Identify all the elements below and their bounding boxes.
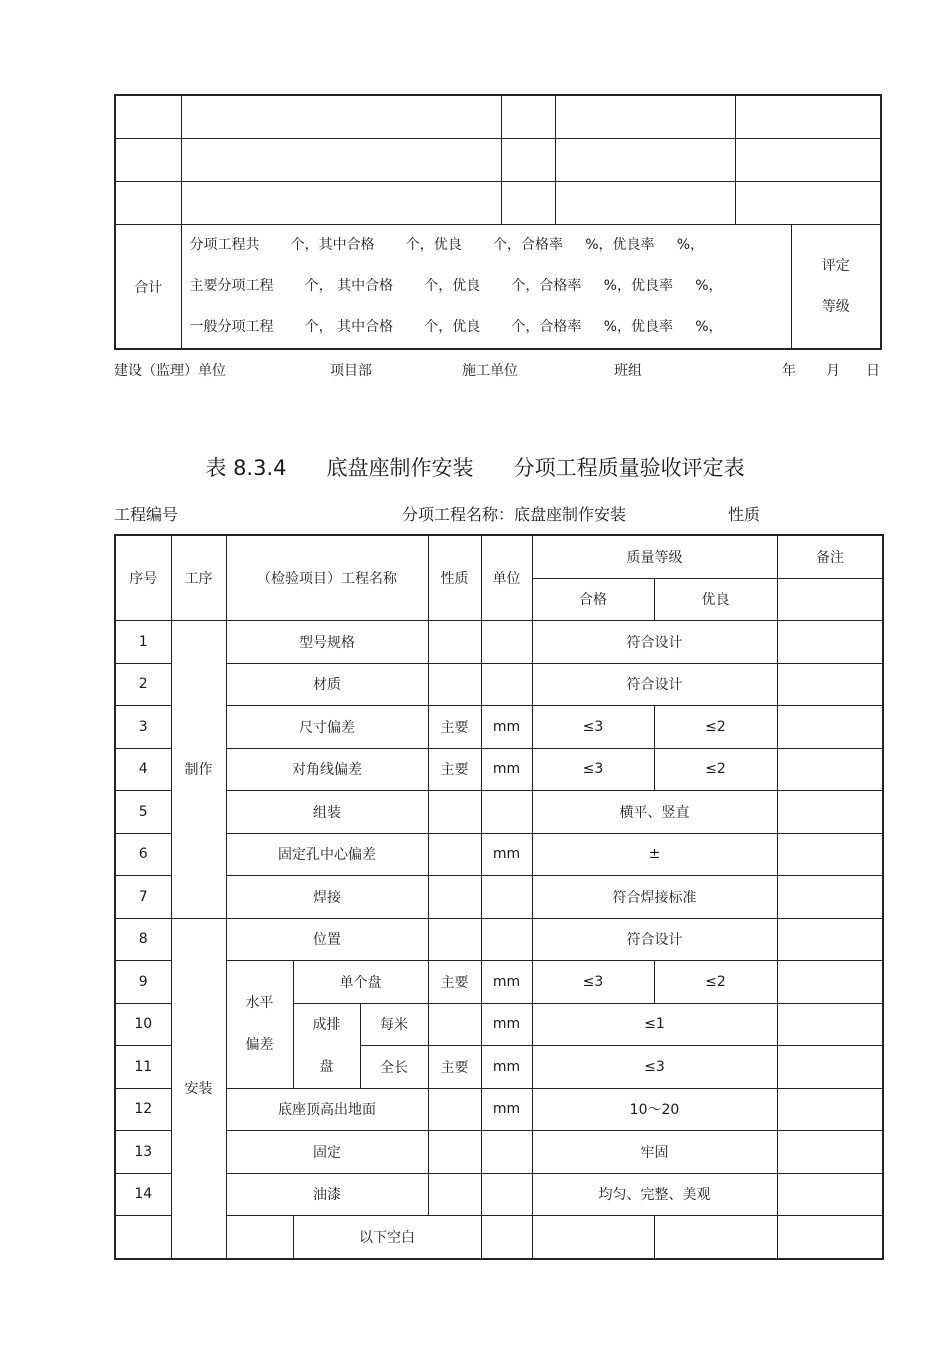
seq-cell: 13 [115, 1131, 171, 1174]
seq-cell: 4 [115, 748, 171, 791]
table-row [115, 95, 881, 139]
pass-cell: ≤3 [532, 748, 654, 791]
table-row [115, 748, 883, 791]
unit-cell: mm [481, 706, 532, 749]
unit-cell: mm [481, 1003, 532, 1046]
col-quality: 质量等级 [532, 535, 777, 578]
table-row [115, 663, 883, 706]
evaluation-grade-label [791, 225, 881, 350]
nature-cell [481, 1216, 532, 1259]
nature-cell: 主要 [428, 706, 481, 749]
seq-cell: 3 [115, 706, 171, 749]
nature-cell: 主要 [428, 1046, 481, 1089]
quality-cell: 符合焊接标准 [532, 876, 777, 919]
table-row [115, 876, 883, 919]
unit-cell [481, 791, 532, 834]
excellent-cell: ≤2 [654, 961, 777, 1004]
col-seq: 序号 [115, 535, 171, 621]
table-row [115, 918, 883, 961]
seq-cell: 10 [115, 1003, 171, 1046]
nature-cell: 主要 [428, 748, 481, 791]
quality-cell: 横平、竖直 [532, 791, 777, 834]
row-plate-label-1: 成排 [312, 1016, 341, 1033]
seq-cell: 9 [115, 961, 171, 1004]
quality-table [114, 534, 884, 1260]
remark-cell [777, 791, 883, 834]
unit-cell: mm [481, 1046, 532, 1089]
nature-cell [428, 621, 481, 664]
nature-cell [428, 918, 481, 961]
remark-cell [777, 1003, 883, 1046]
excellent-cell: ≤2 [654, 706, 777, 749]
unit-cell [481, 1173, 532, 1216]
unit-cell: mm [481, 1088, 532, 1131]
table-row [115, 1216, 883, 1259]
summary-line: 主要分项工程 个， 其中合格 个，优良 个，合格率 %，优良率 %， [189, 278, 723, 294]
table-row [115, 1173, 883, 1216]
table-row [115, 182, 881, 225]
quality-cell: 10～20 [532, 1088, 777, 1131]
item-cell: 油漆 [226, 1173, 428, 1216]
col-pass: 合格 [532, 578, 654, 621]
pass-cell: ≤3 [532, 706, 654, 749]
level-dev-label-1: 水平 [245, 995, 274, 1012]
process-make: 制作 [171, 621, 226, 919]
blank-note: 以下空白 [293, 1216, 481, 1259]
remark-cell [777, 1131, 883, 1174]
item-name-label: 分项工程名称：底盘座制作安装 [402, 505, 627, 524]
item-cell: 位置 [226, 918, 428, 961]
remark-cell [777, 833, 883, 876]
quality-cell: 符合设计 [532, 918, 777, 961]
remark-cell [777, 748, 883, 791]
remark-cell [777, 706, 883, 749]
eval-label-1: 评定 [821, 257, 850, 274]
nature-cell [428, 1003, 481, 1046]
seq-cell: 11 [115, 1046, 171, 1089]
nature-cell [428, 1088, 481, 1131]
item-cell: 尺寸偏差 [226, 706, 428, 749]
seq-cell: 6 [115, 833, 171, 876]
nature-cell [428, 876, 481, 919]
quality-cell: ± [532, 833, 777, 876]
table-row [115, 833, 883, 876]
nature-cell [428, 791, 481, 834]
quality-cell: ≤1 [532, 1003, 777, 1046]
table-row [115, 961, 883, 1004]
summary-row [115, 225, 881, 350]
table-row [115, 139, 881, 182]
unit-cell: mm [481, 833, 532, 876]
summary-table [114, 94, 882, 350]
seq-cell: 8 [115, 918, 171, 961]
sig-day: 日 [866, 363, 880, 379]
col-process: 工序 [171, 535, 226, 621]
unit-cell [481, 876, 532, 919]
table-row [115, 621, 883, 664]
item-cell: 固定孔中心偏差 [226, 833, 428, 876]
table-row [115, 791, 883, 834]
eval-label-2: 等级 [821, 298, 850, 315]
table-row [115, 706, 883, 749]
item-cell: 每米 [360, 1003, 428, 1046]
summary-line: 分项工程共 个，其中合格 个，优良 个，合格率 %，优良率 %， [189, 237, 705, 253]
nature-label: 性质 [728, 505, 761, 524]
remark-cell [777, 663, 883, 706]
row-plate-label-2: 盘 [319, 1058, 334, 1075]
sig-project-dept: 项目部 [330, 363, 372, 379]
project-number-label: 工程编号 [114, 505, 179, 524]
form-header [114, 502, 880, 524]
item-cell: 焊接 [226, 876, 428, 919]
item-cell: 型号规格 [226, 621, 428, 664]
pass-cell [654, 1216, 777, 1259]
seq-cell: 5 [115, 791, 171, 834]
unit-cell [481, 1131, 532, 1174]
page-title: 表 8.3.4 底盘座制作安装 分项工程质量验收评定表 [205, 456, 745, 480]
col-unit: 单位 [481, 535, 532, 621]
item-cell: 材质 [226, 663, 428, 706]
remark-cell [777, 918, 883, 961]
unit-cell [481, 621, 532, 664]
seq-cell: 1 [115, 621, 171, 664]
nature-cell: 主要 [428, 961, 481, 1004]
quality-cell: ≤3 [532, 1046, 777, 1089]
unit-cell: mm [481, 748, 532, 791]
quality-cell: 符合设计 [532, 621, 777, 664]
nature-cell [428, 1131, 481, 1174]
total-label: 合计 [115, 225, 181, 350]
remark-cell [777, 1173, 883, 1216]
nature-cell [428, 1173, 481, 1216]
remark-cell [777, 961, 883, 1004]
seq-cell [115, 1216, 171, 1259]
seq-cell: 7 [115, 876, 171, 919]
process-cell [226, 1216, 293, 1259]
table-row [115, 1088, 883, 1131]
nature-cell [428, 833, 481, 876]
col-item: （检验项目）工程名称 [226, 535, 428, 621]
summary-line: 一般分项工程 个， 其中合格 个，优良 个，合格率 %，优良率 %， [189, 319, 723, 335]
summary-text [181, 225, 791, 350]
col-nature: 性质 [428, 535, 481, 621]
sig-team: 班组 [614, 363, 642, 379]
process-install: 安装 [171, 918, 226, 1259]
sig-construction: 施工单位 [462, 363, 518, 379]
sig-month: 月 [826, 363, 840, 379]
seq-cell: 12 [115, 1088, 171, 1131]
seq-cell: 14 [115, 1173, 171, 1216]
quality-cell: 牢固 [532, 1131, 777, 1174]
unit-cell [481, 663, 532, 706]
remark-cell [777, 621, 883, 664]
nature-cell [428, 663, 481, 706]
col-excellent: 优良 [654, 578, 777, 621]
item-cell: 全长 [360, 1046, 428, 1089]
item-cell: 固定 [226, 1131, 428, 1174]
item-cell: 组装 [226, 791, 428, 834]
unit-cell: mm [481, 961, 532, 1004]
unit-cell [532, 1216, 654, 1259]
seq-cell: 2 [115, 663, 171, 706]
quality-cell: 均匀、完整、美观 [532, 1173, 777, 1216]
sig-year: 年 [782, 363, 796, 379]
quality-cell: 符合设计 [532, 663, 777, 706]
unit-cell [481, 918, 532, 961]
header-row [115, 535, 883, 578]
item-cell: 单个盘 [293, 961, 428, 1004]
level-dev-label-2: 偏差 [245, 1037, 274, 1054]
table-row [115, 1131, 883, 1174]
level-deviation-group [226, 961, 293, 1089]
remark-cell [777, 1088, 883, 1131]
item-cell: 底座顶高出地面 [226, 1088, 428, 1131]
excellent-cell [777, 1216, 883, 1259]
col-remark: 备注 [777, 535, 883, 578]
remark-cell [777, 876, 883, 919]
remark-cell [777, 1046, 883, 1089]
excellent-cell: ≤2 [654, 748, 777, 791]
pass-cell: ≤3 [532, 961, 654, 1004]
signature-line [114, 360, 880, 380]
row-plate-group [293, 1003, 360, 1088]
item-cell: 对角线偏差 [226, 748, 428, 791]
remark-cell [777, 578, 883, 621]
sig-unit: 建设（监理）单位 [114, 363, 226, 379]
